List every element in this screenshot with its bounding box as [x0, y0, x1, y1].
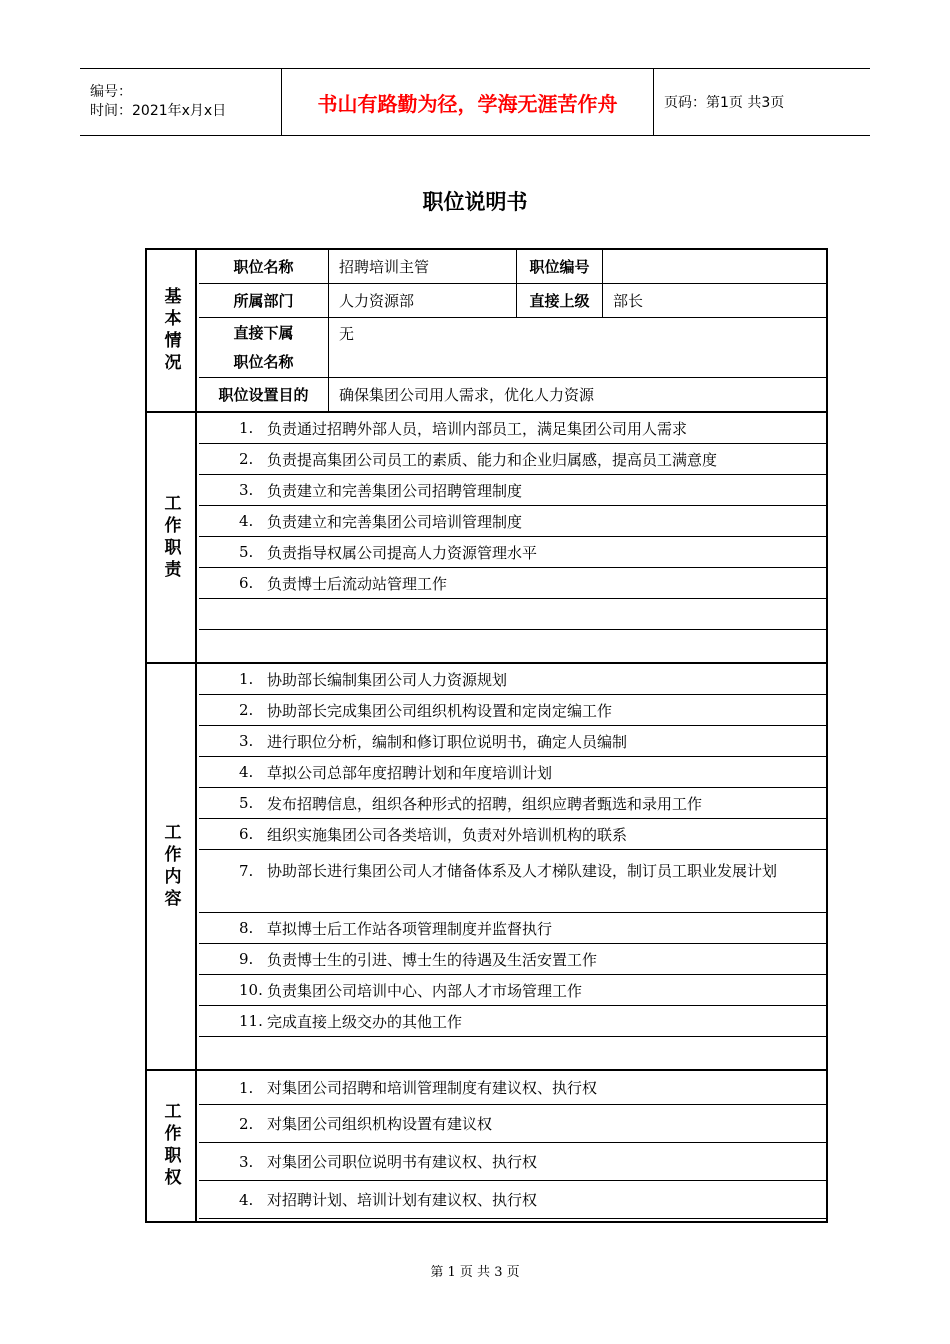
- empty-row: [199, 1037, 826, 1069]
- document-title: 职位说明书: [422, 190, 528, 214]
- duty-item: 1. 负责通过招聘外部人员，培训内部员工，满足集团公司用人需求: [199, 413, 826, 444]
- supervisor-label: 直接上级: [517, 284, 603, 317]
- position-name-value: 招聘培训主管: [329, 250, 517, 283]
- job-description-table: [145, 248, 828, 1223]
- section-label-authority: 工作职权: [147, 1071, 197, 1221]
- content-item: 6. 组织实施集团公司各类培训，负责对外培训机构的联系: [199, 819, 826, 850]
- content-item: 10. 负责集团公司培训中心、内部人才市场管理工作: [199, 975, 826, 1006]
- content-item: 1. 协助部长编制集团公司人力资源规划: [199, 664, 826, 695]
- subordinate-value: 无: [339, 325, 355, 343]
- page-footer: 第 1 页 共 3 页: [430, 1265, 520, 1280]
- authority-item: 2. 对集团公司组织机构设置有建议权: [199, 1105, 826, 1143]
- info-row-department: [199, 284, 826, 318]
- content-item: 4. 草拟公司总部年度招聘计划和年度培训计划: [199, 757, 826, 788]
- empty-row: [199, 630, 826, 662]
- authority-item: 4. 对招聘计划、培训计划有建议权、执行权: [199, 1181, 826, 1219]
- info-row-position: [199, 250, 826, 284]
- duty-item: 2. 负责提高集团公司员工的素质、能力和企业归属感，提高员工满意度: [199, 444, 826, 475]
- purpose-value: 确保集团公司用人需求，优化人力资源: [339, 386, 595, 404]
- duties-list: [199, 413, 826, 662]
- duty-item: 5. 负责指导权属公司提高人力资源管理水平: [199, 537, 826, 568]
- content-item: 7. 协助部长进行集团公司人才储备体系及人才梯队建设，制订员工职业发展计划: [199, 850, 826, 913]
- section-work-content: [147, 664, 826, 1071]
- duty-item: 4. 负责建立和完善集团公司培训管理制度: [199, 506, 826, 537]
- info-row-purpose: [199, 378, 826, 411]
- section-label-basic: 基本情况: [147, 250, 197, 411]
- subordinate-label-line1: 直接下属: [233, 323, 294, 342]
- subordinate-label: [199, 318, 329, 377]
- section-label-content: 工作内容: [147, 664, 197, 1069]
- section-authority: [147, 1071, 826, 1221]
- position-code-label: 职位编号: [517, 250, 603, 283]
- info-row-subordinate: [199, 318, 826, 378]
- position-code-value: [603, 250, 826, 283]
- header-meta: [80, 69, 282, 135]
- content-item: 8. 草拟博士后工作站各项管理制度并监督执行: [199, 913, 826, 944]
- purpose-label: 职位设置目的: [199, 378, 329, 411]
- authority-list: [199, 1071, 826, 1221]
- duty-item: 3. 负责建立和完善集团公司招聘管理制度: [199, 475, 826, 506]
- page-header: [80, 68, 870, 136]
- content-item: 9. 负责博士生的引进、博士生的待遇及生活安置工作: [199, 944, 826, 975]
- authority-item: 3. 对集团公司职位说明书有建议权、执行权: [199, 1143, 826, 1181]
- subordinate-label-line2: 职位名称: [233, 352, 294, 371]
- section-duties: [147, 413, 826, 664]
- section-basic-info: [147, 250, 826, 413]
- document-time: 时间：2021年x月x日: [90, 103, 227, 119]
- supervisor-value: 部长: [613, 292, 644, 310]
- position-name-label: 职位名称: [199, 250, 329, 283]
- authority-item: 1. 对集团公司招聘和培训管理制度有建议权、执行权: [199, 1071, 826, 1105]
- empty-row: [199, 599, 826, 630]
- duty-item: 6. 负责博士后流动站管理工作: [199, 568, 826, 599]
- department-value: 人力资源部: [329, 284, 517, 317]
- content-item: 2. 协助部长完成集团公司组织机构设置和定岗定编工作: [199, 695, 826, 726]
- content-list: [199, 664, 826, 1069]
- content-item: 11. 完成直接上级交办的其他工作: [199, 1006, 826, 1037]
- section-label-duties: 工作职责: [147, 413, 197, 662]
- department-label: 所属部门: [199, 284, 329, 317]
- document-number-label: 编号：: [90, 84, 132, 100]
- content-item: 3. 进行职位分析，编制和修订职位说明书，确定人员编制: [199, 726, 826, 757]
- content-item: 5. 发布招聘信息，组织各种形式的招聘，组织应聘者甄选和录用工作: [199, 788, 826, 819]
- header-motto: 书山有路勤为径，学海无涯苦作舟: [282, 69, 654, 135]
- header-page-info: 页码：第1页 共3页: [664, 95, 785, 111]
